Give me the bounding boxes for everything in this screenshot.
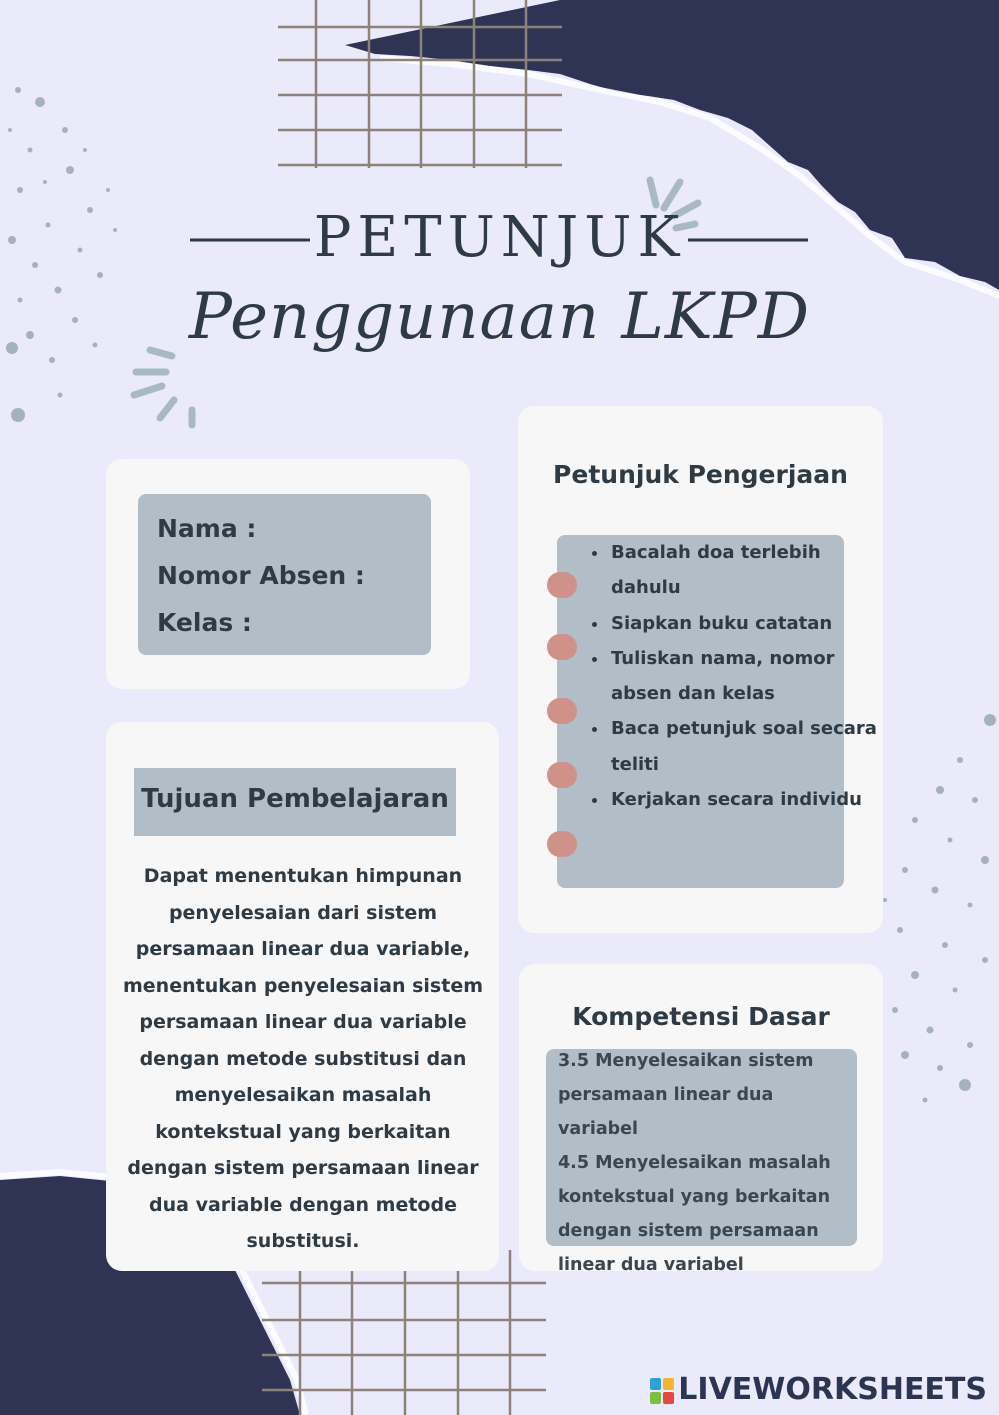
- class-label: Kelas :: [157, 608, 252, 637]
- competency-line: 3.5 Menyelesaikan sistem: [558, 1051, 814, 1071]
- grid-bottom: [262, 1250, 546, 1415]
- competency-line: linear dua variabel: [558, 1255, 744, 1275]
- objectives-heading-panel: [134, 768, 456, 836]
- competency-line: 4.5 Menyelesaikan masalah: [558, 1153, 831, 1173]
- ring-dot: [547, 698, 577, 724]
- competency-line: dengan sistem persamaan: [558, 1221, 819, 1241]
- competency-heading: Kompetensi Dasar: [572, 1002, 830, 1031]
- list-item: • Baca petunjuk soal secara teliti: [609, 711, 889, 782]
- instructions-list: [557, 535, 889, 817]
- objectives-text: Dapat menentukan himpunan penyelesaian dari sistem persamaan linear dua variable, menentukan penyelesaian sistem persamaan linear dua variable dengan metode substitusi dan menyelesaikan masalah kontekstual yang berkaitan dengan sistem persamaan linear dua variable dengan metode substitusi.: [122, 865, 484, 1252]
- liveworksheets-logo[interactable]: [650, 1372, 987, 1407]
- list-item: • Kerjakan secara individu: [609, 782, 889, 817]
- liveworksheets-icon: [650, 1378, 674, 1404]
- identity-panel: [138, 494, 431, 655]
- competency-panel: [546, 1049, 857, 1275]
- speckles-right: [878, 714, 996, 1103]
- ring-dot: [547, 762, 577, 788]
- page-title: PETUNJUK: [313, 205, 686, 270]
- list-item: • Siapkan buku catatan: [609, 606, 889, 641]
- instructions-panel: [557, 535, 877, 888]
- instructions-heading: Petunjuk Pengerjaan: [553, 460, 848, 489]
- objectives-heading: Tujuan Pembelajaran: [141, 784, 449, 814]
- ring-dot: [547, 572, 577, 598]
- brand-text: LIVEWORKSHEETS: [678, 1372, 987, 1407]
- sparkle-left: [134, 350, 192, 425]
- competency-line: kontekstual yang berkaitan: [558, 1187, 831, 1207]
- list-item: • Bacalah doa terlebih dahulu: [609, 535, 889, 606]
- competency-line: persamaan linear dua variabel: [558, 1085, 774, 1139]
- list-item: • Tuliskan nama, nomor absen dan kelas: [609, 641, 889, 712]
- ring-dot: [547, 831, 577, 857]
- ring-dot: [547, 634, 577, 660]
- absence-number-label: Nomor Absen :: [157, 561, 365, 590]
- name-label: Nama :: [157, 514, 257, 543]
- page-subtitle: Penggunaan LKPD: [188, 280, 811, 354]
